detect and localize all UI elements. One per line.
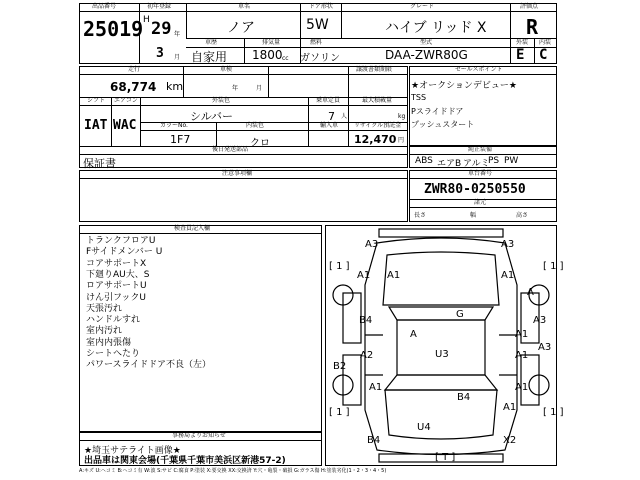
damage-mark: G [456,309,464,320]
office-line-2: 出品車は関東会場(千葉県千葉市美浜区新港57-2) [84,456,286,466]
damage-mark: A3 [533,315,547,326]
interior-color: クロ [250,138,270,149]
height-label: 高さ [516,212,529,219]
damage-mark: B4 [359,315,373,326]
exterior-color-label: 外装色 [212,97,231,104]
doc-label: 譲渡書類期限 [356,66,393,73]
mileage: 68,774 [110,80,157,94]
damage-mark: [ 1 ] [329,261,350,272]
capacity-label: 乗車定員 [316,97,341,104]
grade: ハイブ リッド X [385,20,487,36]
inspector-line: Fサイドメンバー U [86,247,163,258]
inspector-title: 検査員記入欄 [174,225,211,232]
cc-label: 排気量 [262,39,281,46]
damage-mark: A1 [515,350,529,361]
inspector-line: トランクフロアU [86,236,156,246]
interior-color-label: 内装色 [246,122,265,129]
parts: 保証書 [83,157,116,170]
office-line-1: ★埼玉サテライト画像★ [84,446,181,456]
fuel: ガソリン [300,53,340,64]
mileage-unit: km [166,80,184,93]
month-unit: 月 [174,54,181,61]
office-title: 事務局よりお知らせ [172,432,226,439]
damage-mark: A [527,287,534,298]
load-unit: kg [398,113,406,120]
fuel-label: 燃料 [310,39,323,46]
equipment-alloy: アルミ [463,159,490,169]
usage-label: 車歴 [205,39,218,46]
inspector-line: コアサポートX [86,258,147,269]
name-label: 車名 [238,3,251,10]
lot-label: 出品番号 [92,3,117,10]
equipment-title: 純正装備 [468,146,493,153]
reg-label: 初年登録 [147,3,172,10]
damage-mark: X2 [503,435,517,446]
color-no: 1F7 [170,133,191,146]
recycle-fee: 12,470 [354,133,397,146]
damage-mark: [ 1 ] [329,407,350,418]
sales-line-1: ★オークションデビュー★ [411,81,517,91]
sales-line-4: プッシュスタート [411,120,475,129]
sales-line-2: TSS [411,93,427,102]
damage-mark: A2 [360,350,374,361]
import-label: 輸入車 [320,122,339,129]
equipment-airbag: エアB [437,159,462,169]
load-label: 最大積載量 [362,97,393,104]
damage-mark: U4 [417,422,431,433]
inspector-line: けん引フックU [86,292,146,303]
damage-mark: U3 [435,349,449,360]
inspection-label: 車検 [220,66,233,73]
exterior-color: シルバー [190,110,233,123]
damage-marks [329,239,564,463]
damage-mark: [ 1 ] [543,407,564,418]
capacity-unit: 人 [341,113,348,120]
score: R [526,15,539,39]
damage-mark: [ 1 ] [543,261,564,272]
length-label: 長さ [414,212,427,219]
model-code: DAA-ZWR80G [385,48,468,62]
inspector-line: ロアサポートU [86,281,147,292]
door-type: 5W [306,17,329,33]
inspector-line: 室内内張傷 [86,337,132,348]
damage-mark: [ T ] [435,452,456,463]
legend: A:キズ U:ヘコミ B:ヘコミ有 W:波 S:サビ C:腐食 P:塗装 X:要交換 XX:交換済 Y:穴・亀裂・破損 G:ガラス傷 H:塗装劣化(1・2・3・4・5) [79,468,387,474]
sales-point-title: セールスポイント [455,66,503,73]
yen-unit: 円 [398,137,405,144]
usage: 自家用 [191,50,228,64]
color-no-label: カラーNo. [160,122,188,129]
car-diagram [325,225,564,466]
damage-mark: A1 [515,382,529,393]
door-label: ドア形状 [309,3,333,10]
inspector-line: 下廻りAU大、S [86,269,150,280]
lot-number: 25019 [83,17,144,41]
damage-mark: A [410,329,417,340]
ext-label: 外装 [516,39,529,46]
inspector-line: 天張汚れ [86,303,123,314]
damage-mark: B4 [367,435,381,446]
aircon: WAC [113,118,137,133]
mileage-label: 走行 [128,66,141,73]
car-name: ノア [227,20,255,36]
int-grade: C [539,47,548,63]
equipment-ps: PS [488,156,500,166]
notes-title: 注意事項欄 [222,170,253,177]
inspection-month-unit: 月 [256,85,263,92]
capacity: 7 [328,110,335,123]
inspector-line: シートへたり [86,349,141,359]
damage-mark: A3 [538,342,552,353]
sales-line-3: Pスライドドア [411,107,464,116]
damage-mark: A1 [369,382,383,393]
displacement: 1800 [252,48,283,62]
int-label: 内装 [539,39,552,46]
ext-grade: E [516,47,525,63]
equipment-pw: PW [504,156,519,166]
damage-mark: A3 [365,239,379,250]
damage-mark: A3 [501,239,515,250]
damage-mark: A1 [503,402,517,413]
dims-label: 諸元 [474,199,487,206]
ac-label: エアコン [114,97,138,104]
inspector-line: 室内汚れ [86,326,123,337]
width-label: 幅 [470,212,477,219]
inspector-line: ハンドルすれ [86,315,141,326]
damage-mark: A1 [515,329,529,340]
shift-label: シフト [87,97,106,104]
shift: IAT [84,118,108,133]
damage-mark: A1 [357,270,371,281]
damage-mark: A1 [387,270,401,281]
reg-month: 3 [156,46,164,61]
year-unit: 年 [174,31,181,38]
equipment-abs: ABS [415,156,433,166]
grade-label: グレード [410,3,435,10]
damage-mark: B2 [333,361,347,372]
era: H [143,15,150,25]
chassis-number: ZWR80-0250550 [424,182,526,197]
recycle-label: リサイクル預託金 [354,122,402,129]
cc-unit: cc [282,55,289,62]
chassis-title: 車台番号 [468,170,493,177]
inspection-year-unit: 年 [232,85,239,92]
parts-label: 後日発送部品 [212,146,249,153]
score-label: 評価点 [520,3,539,10]
inspector-line: パワースライドドア不良（左） [86,360,212,371]
damage-mark: B4 [457,392,471,403]
model-label: 型式 [420,39,433,46]
damage-mark: A1 [501,270,515,281]
reg-year: 29 [151,19,172,39]
